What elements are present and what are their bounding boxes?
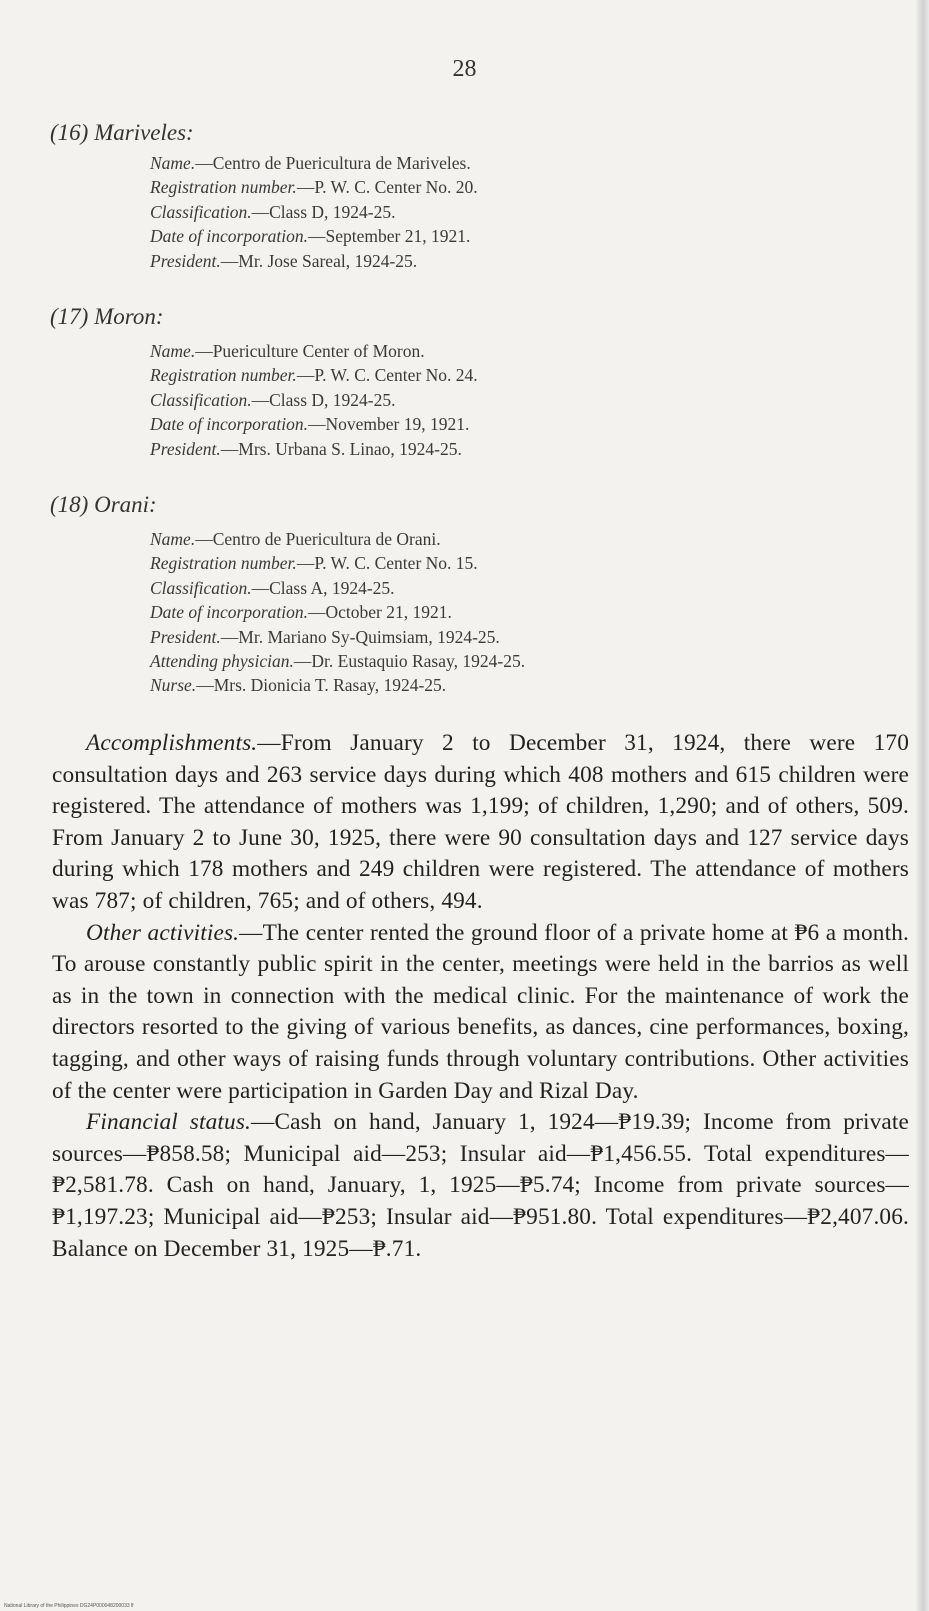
entry-president: President.—Mr. Mariano Sy-Quimsiam, 1924-25.	[150, 626, 500, 647]
paragraph-financial-status	[52, 1107, 909, 1265]
entry-name: Name.—Centro de Puericultura de Mariveles.	[150, 153, 471, 173]
paragraph-accomplishments	[52, 728, 909, 918]
entry-classification: Classification.—Class A, 1924-25.	[150, 577, 395, 598]
entry-name: Name.—Centro de Puericultura de Orani.	[150, 529, 441, 549]
entry-president: President.—Mrs. Urbana S. Linao, 1924-25.	[150, 438, 462, 459]
entry-registration-number: Registration number.—P. W. C. Center No. 15.	[150, 553, 478, 574]
section-heading-orani	[50, 492, 157, 518]
section-heading-mariveles	[50, 120, 194, 146]
section-name: Orani:	[94, 492, 157, 517]
page-number: 28	[452, 56, 477, 82]
section-entries-orani	[150, 527, 525, 698]
entry-classification: Classification.—Class D, 1924-25.	[150, 389, 396, 410]
entry-registration-number: Registration number.—P. W. C. Center No. 24.	[150, 365, 478, 386]
paragraph-text: —Cash on hand, January 1, 1924—₱19.39; Income from private sources—₱858.58; Municipal aid—253; Insular aid—₱1,456.55. Total expenditures—₱2,581.78. Cash on hand, January, 1, 1925—₱5.74; Income from private sources—₱1,197.23; Municipal aid—₱253; Insular aid—₱951.80. Total expenditures—₱2,407.06. Balance on December 31, 1925—₱.71.	[52, 1109, 910, 1262]
section-name: Moron:	[94, 304, 164, 329]
entry-date-of-incorporation: Date of incorporation.—October 21, 1921.	[150, 602, 452, 623]
entry-nurse: Nurse.—Mrs. Dionicia T. Rasay, 1924-25.	[150, 675, 447, 696]
footer-credit: National Library of the Philippines DG24P000048200033 lf	[4, 1603, 134, 1609]
entry-president: President.—Mr. Jose Sareal, 1924-25.	[150, 250, 418, 271]
entry-date-of-incorporation: Date of incorporation.—November 19, 1921.	[150, 414, 470, 435]
paragraph-lead: Accomplishments.	[86, 730, 258, 756]
paragraph-lead: Other activities.	[86, 919, 240, 946]
paragraph-text: —From January 2 to December 31, 1924, there were 170 consultation days and 263 service days during which 408 mothers and 615 children were registered. The attendance of mothers was 1,199; of children, 1,290; and of others, 509. From January 2 to June 30, 1925, there were 90 consultation days and 127 service days during which 178 mothers and 249 children were registered. The attendance of mothers was 787; of children, 765; and of others, 494.	[52, 730, 909, 914]
section-number: (17)	[50, 304, 89, 329]
paragraph-lead: Financial status.	[86, 1109, 252, 1136]
entry-date-of-incorporation: Date of incorporation.—September 21, 1921.	[150, 226, 471, 247]
section-name: Mariveles:	[94, 120, 194, 145]
entry-name: Name.—Puericulture Center of Moron.	[150, 341, 425, 361]
section-number: (18)	[50, 492, 89, 517]
section-number: (16)	[50, 120, 89, 145]
paragraph-other-activities	[52, 918, 909, 1108]
page-edge-shadow	[915, 0, 929, 1611]
paragraph-text: —The center rented the ground floor of a private home at ₱6 a month. To arouse constantly public spirit in the center, meetings were held in the barrios as well as in the town in connection with the medical clinic. For the maintenance of work the directors resorted to the giving of various benefits, as dances, cine performances, boxing, tagging, and other ways of raising funds through voluntary contributions. Other activities of the center were participation in Garden Day and Rizal Day.	[52, 919, 910, 1104]
entry-registration-number: Registration number.—P. W. C. Center No. 20.	[150, 177, 478, 198]
section-heading-moron	[50, 304, 164, 330]
entry-classification: Classification.—Class D, 1924-25.	[150, 201, 396, 222]
section-entries-moron	[150, 339, 478, 461]
body-text	[52, 728, 909, 1265]
section-entries-mariveles	[150, 151, 478, 273]
entry-attending-physician: Attending physician.—Dr. Eustaquio Rasay, 1924-25.	[150, 651, 526, 672]
